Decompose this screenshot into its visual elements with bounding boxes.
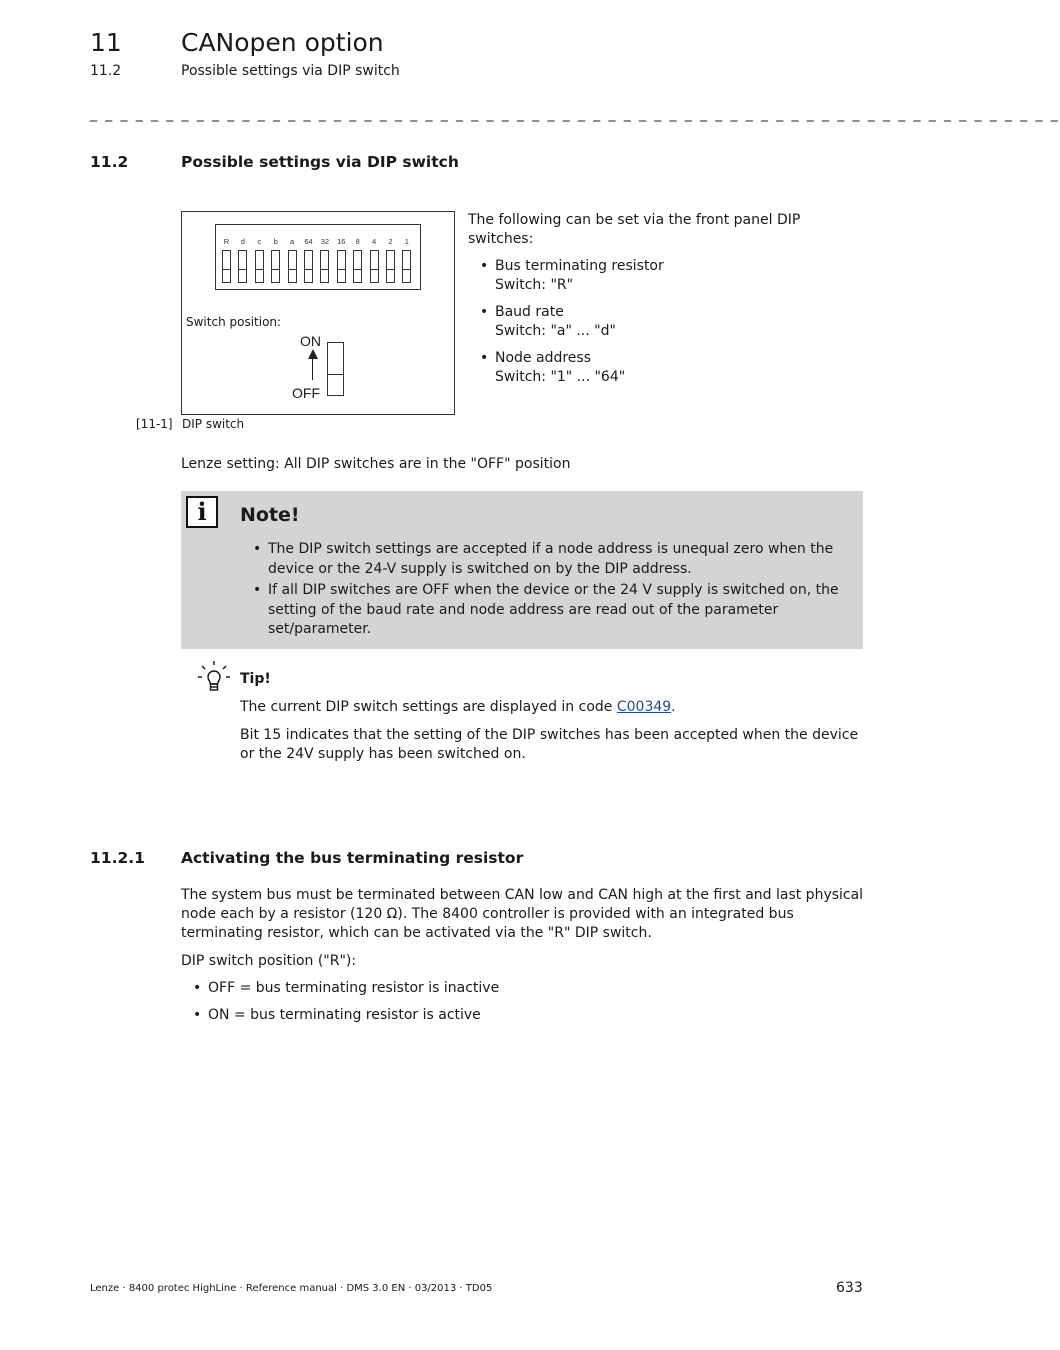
header-section-number: 11.2 [90, 63, 122, 79]
item-title: • Baud rate [495, 304, 564, 320]
chapter-number: 11 [90, 28, 122, 57]
code-link[interactable]: C00349 [616, 699, 672, 715]
switch-label: a [290, 237, 295, 246]
resistor-state-list [181, 979, 681, 1033]
dip-position-label: DIP switch position ("R"): [181, 953, 357, 969]
dip-switch [353, 250, 362, 283]
dip-switch [402, 250, 411, 283]
list-item [468, 303, 868, 341]
switch-label: 64 [304, 237, 313, 246]
section-number: 11.2 [90, 153, 129, 171]
switch-label: 4 [372, 237, 377, 246]
dip-switch-figure [181, 211, 455, 415]
dip-switch [320, 250, 329, 283]
note-box [181, 491, 863, 649]
footer-text: Lenze · 8400 protec HighLine · Reference manual · DMS 3.0 EN · 03/2013 · TD05 [90, 1283, 493, 1294]
arrow-up-icon [308, 349, 318, 359]
dip-switch [288, 250, 297, 283]
list-item: • If all DIP switches are OFF when the device or the 24 V supply is switched on, the setting of the baud rate and node address are read out of the parameter set/parameter. [241, 581, 845, 640]
on-label: ON [300, 333, 321, 349]
dip-switch [238, 250, 247, 283]
list-item: • The DIP switch settings are accepted if a node address is unequal zero when the device or the 24-V supply is switched on by the DIP address. [241, 540, 845, 579]
tip-text: The current DIP switch settings are displayed in code [240, 699, 617, 715]
note-title: Note! [240, 504, 300, 526]
header-separator: _ _ _ _ _ _ _ _ _ _ _ _ _ _ _ _ _ _ _ _ _ _ _ _ _ _ _ _ _ _ _ _ _ _ _ _ _ _ _ _ _ _ _ _ _ _ _ _ _ _ _ _ _ _ _ _ _ _ _ _ _ _ _ _ [90, 106, 1060, 122]
dip-switch-block [215, 224, 421, 290]
page-number: 633 [836, 1280, 863, 1296]
dip-switch [271, 250, 280, 283]
figure-caption-text: DIP switch [182, 417, 245, 431]
section-title: Possible settings via DIP switch [181, 153, 459, 171]
tip-title: Tip! [240, 671, 271, 687]
lenze-setting: Lenze setting: All DIP switches are in the "OFF" position [181, 456, 571, 472]
info-icon: i [186, 496, 218, 528]
dip-switch [386, 250, 395, 283]
dip-switch [222, 250, 231, 283]
item-title: • Bus terminating resistor [495, 258, 664, 274]
subsection-number: 11.2.1 [90, 849, 145, 867]
switch-label: c [257, 237, 262, 246]
off-label: OFF [292, 385, 320, 401]
switch-legend-icon [327, 342, 344, 396]
note-list [241, 540, 845, 642]
list-item: • OFF = bus terminating resistor is inactive [181, 979, 681, 998]
switch-label: 16 [337, 237, 346, 246]
item-detail: Switch: "1" ... "64" [495, 369, 626, 385]
chapter-title: CANopen option [181, 28, 384, 57]
switch-label: 8 [355, 237, 360, 246]
subsection-paragraph: The system bus must be terminated between CAN low and CAN high at the first and last physical node each by a resistor (120 Ω). The 8400 controller is provided with an integrated bus terminating resistor, which can be activated via the "R" DIP switch. [181, 887, 864, 941]
dip-switch [370, 250, 379, 283]
tip-paragraph-2: Bit 15 indicates that the setting of the DIP switches has been accepted when the device or the 24V supply has been switched on. [240, 727, 859, 762]
item-detail: Switch: "a" ... "d" [495, 323, 616, 339]
item-title: • Node address [495, 350, 591, 366]
settings-intro [468, 211, 868, 387]
dip-switch [337, 250, 346, 283]
list-item: • ON = bus terminating resistor is active [181, 1006, 681, 1025]
tip-paragraph [240, 698, 864, 717]
figure-caption-number: [11-1] [136, 417, 173, 431]
switch-position-label: Switch position: [186, 315, 282, 329]
switch-label: 2 [388, 237, 393, 246]
list-item [468, 349, 868, 387]
intro-text: The following can be set via the front panel DIP switches: [468, 212, 801, 247]
switch-label: b [273, 237, 278, 246]
switch-label: R [223, 237, 230, 246]
switch-label: d [240, 237, 245, 246]
dip-switch [304, 250, 313, 283]
switch-label: 32 [320, 237, 330, 246]
lightbulb-icon [197, 660, 231, 694]
tip-text-end: . [671, 699, 676, 715]
arrow-shaft [312, 358, 313, 380]
header-section-title: Possible settings via DIP switch [181, 63, 400, 79]
subsection-title: Activating the bus terminating resistor [181, 849, 524, 867]
list-item [468, 257, 868, 295]
item-detail: Switch: "R" [495, 277, 574, 293]
switch-label: 1 [404, 237, 409, 246]
dip-switch [255, 250, 264, 283]
